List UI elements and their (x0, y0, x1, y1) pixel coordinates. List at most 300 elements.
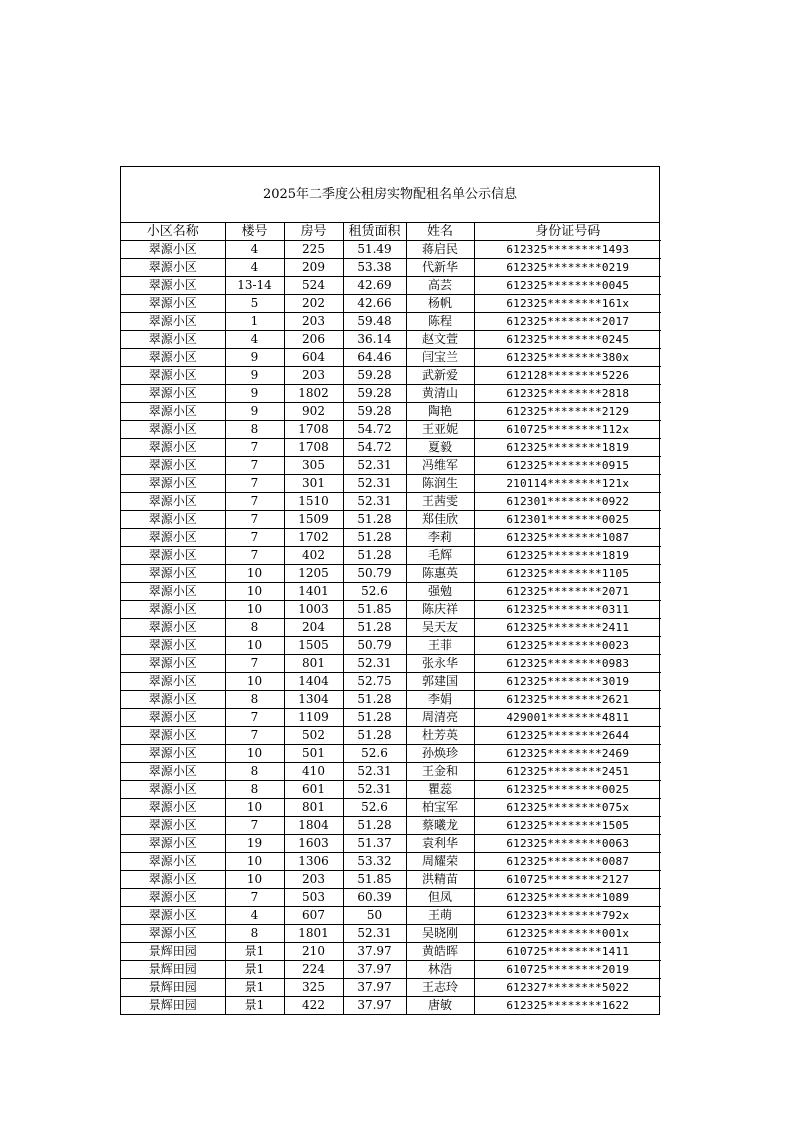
allocation-table (121, 223, 661, 1014)
area-cell: 59.28 (343, 403, 406, 421)
building-cell: 7 (225, 511, 284, 529)
name-cell: 陈庆祥 (406, 601, 474, 619)
id-number-cell: 612325********2451 (474, 763, 661, 781)
area-cell: 37.97 (343, 961, 406, 979)
table-row (121, 889, 661, 907)
community-cell: 翠源小区 (121, 259, 225, 277)
area-cell: 52.31 (343, 763, 406, 781)
name-cell: 王萌 (406, 907, 474, 925)
allocation-table-sheet (120, 166, 660, 1015)
building-cell: 10 (225, 583, 284, 601)
id-number-cell: 612325********380x (474, 349, 661, 367)
room-cell: 325 (284, 979, 343, 997)
table-row (121, 475, 661, 493)
table-row (121, 439, 661, 457)
id-number-cell: 612325********2621 (474, 691, 661, 709)
building-cell: 景1 (225, 979, 284, 997)
id-number-cell: 612325********1819 (474, 439, 661, 457)
community-cell: 翠源小区 (121, 835, 225, 853)
community-cell: 翠源小区 (121, 637, 225, 655)
area-cell: 53.38 (343, 259, 406, 277)
room-cell: 202 (284, 295, 343, 313)
table-row (121, 367, 661, 385)
building-cell: 13-14 (225, 277, 284, 295)
building-cell: 景1 (225, 961, 284, 979)
building-cell: 19 (225, 835, 284, 853)
name-cell: 周耀荣 (406, 853, 474, 871)
table-row (121, 493, 661, 511)
id-number-cell: 612325********3019 (474, 673, 661, 691)
name-cell: 孙焕珍 (406, 745, 474, 763)
area-cell: 52.31 (343, 781, 406, 799)
area-cell: 50.79 (343, 565, 406, 583)
id-number-cell: 612325********0063 (474, 835, 661, 853)
community-cell: 翠源小区 (121, 475, 225, 493)
name-cell: 林浩 (406, 961, 474, 979)
table-header-row (121, 223, 661, 241)
table-row (121, 529, 661, 547)
name-cell: 蔡曦龙 (406, 817, 474, 835)
column-header-community: 小区名称 (121, 223, 225, 241)
building-cell: 7 (225, 439, 284, 457)
area-cell: 52.75 (343, 673, 406, 691)
table-row (121, 295, 661, 313)
name-cell: 瞿蕊 (406, 781, 474, 799)
table-row (121, 763, 661, 781)
name-cell: 夏毅 (406, 439, 474, 457)
building-cell: 10 (225, 601, 284, 619)
area-cell: 52.6 (343, 583, 406, 601)
area-cell: 52.31 (343, 655, 406, 673)
table-row (121, 637, 661, 655)
name-cell: 王志玲 (406, 979, 474, 997)
building-cell: 7 (225, 457, 284, 475)
area-cell: 51.85 (343, 601, 406, 619)
community-cell: 翠源小区 (121, 691, 225, 709)
area-cell: 51.28 (343, 619, 406, 637)
table-row (121, 511, 661, 529)
area-cell: 51.28 (343, 817, 406, 835)
building-cell: 7 (225, 547, 284, 565)
name-cell: 王亚妮 (406, 421, 474, 439)
community-cell: 翠源小区 (121, 781, 225, 799)
table-row (121, 583, 661, 601)
building-cell: 8 (225, 925, 284, 943)
building-cell: 10 (225, 799, 284, 817)
community-cell: 翠源小区 (121, 619, 225, 637)
area-cell: 36.14 (343, 331, 406, 349)
building-cell: 9 (225, 403, 284, 421)
community-cell: 翠源小区 (121, 763, 225, 781)
table-row (121, 349, 661, 367)
area-cell: 51.85 (343, 871, 406, 889)
id-number-cell: 612325********0025 (474, 781, 661, 799)
area-cell: 51.28 (343, 511, 406, 529)
area-cell: 51.28 (343, 547, 406, 565)
column-header-name: 姓名 (406, 223, 474, 241)
table-row (121, 907, 661, 925)
room-cell: 305 (284, 457, 343, 475)
building-cell: 4 (225, 241, 284, 259)
id-number-cell: 612325********2129 (474, 403, 661, 421)
community-cell: 翠源小区 (121, 907, 225, 925)
name-cell: 唐敏 (406, 997, 474, 1015)
name-cell: 蒋启民 (406, 241, 474, 259)
table-row (121, 547, 661, 565)
room-cell: 801 (284, 799, 343, 817)
column-header-building: 楼号 (225, 223, 284, 241)
room-cell: 1603 (284, 835, 343, 853)
area-cell: 37.97 (343, 943, 406, 961)
room-cell: 402 (284, 547, 343, 565)
area-cell: 64.46 (343, 349, 406, 367)
community-cell: 翠源小区 (121, 295, 225, 313)
id-number-cell: 610725********2019 (474, 961, 661, 979)
name-cell: 周清亮 (406, 709, 474, 727)
community-cell: 翠源小区 (121, 457, 225, 475)
id-number-cell: 612325********1622 (474, 997, 661, 1015)
area-cell: 59.28 (343, 367, 406, 385)
area-cell: 50 (343, 907, 406, 925)
community-cell: 翠源小区 (121, 565, 225, 583)
id-number-cell: 612325********2411 (474, 619, 661, 637)
building-cell: 景1 (225, 997, 284, 1015)
room-cell: 503 (284, 889, 343, 907)
id-number-cell: 612325********1087 (474, 529, 661, 547)
room-cell: 1401 (284, 583, 343, 601)
room-cell: 1306 (284, 853, 343, 871)
table-row (121, 691, 661, 709)
table-row (121, 601, 661, 619)
community-cell: 翠源小区 (121, 799, 225, 817)
area-cell: 51.37 (343, 835, 406, 853)
area-cell: 54.72 (343, 421, 406, 439)
room-cell: 203 (284, 367, 343, 385)
building-cell: 景1 (225, 943, 284, 961)
community-cell: 翠源小区 (121, 889, 225, 907)
area-cell: 42.69 (343, 277, 406, 295)
column-header-area: 租赁面积 (343, 223, 406, 241)
table-row (121, 331, 661, 349)
room-cell: 206 (284, 331, 343, 349)
name-cell: 王茜雯 (406, 493, 474, 511)
community-cell: 景辉田园 (121, 997, 225, 1015)
table-row (121, 817, 661, 835)
community-cell: 翠源小区 (121, 601, 225, 619)
name-cell: 闫宝兰 (406, 349, 474, 367)
building-cell: 4 (225, 259, 284, 277)
building-cell: 7 (225, 817, 284, 835)
community-cell: 景辉田园 (121, 961, 225, 979)
name-cell: 高芸 (406, 277, 474, 295)
community-cell: 翠源小区 (121, 709, 225, 727)
area-cell: 52.31 (343, 925, 406, 943)
community-cell: 景辉田园 (121, 943, 225, 961)
room-cell: 1708 (284, 439, 343, 457)
room-cell: 604 (284, 349, 343, 367)
community-cell: 景辉田园 (121, 979, 225, 997)
id-number-cell: 612325********0311 (474, 601, 661, 619)
id-number-cell: 612325********0023 (474, 637, 661, 655)
community-cell: 翠源小区 (121, 727, 225, 745)
building-cell: 7 (225, 709, 284, 727)
area-cell: 52.31 (343, 457, 406, 475)
table-row (121, 943, 661, 961)
room-cell: 1802 (284, 385, 343, 403)
room-cell: 203 (284, 871, 343, 889)
community-cell: 翠源小区 (121, 817, 225, 835)
area-cell: 37.97 (343, 997, 406, 1015)
room-cell: 1509 (284, 511, 343, 529)
name-cell: 袁利华 (406, 835, 474, 853)
community-cell: 翠源小区 (121, 529, 225, 547)
building-cell: 10 (225, 745, 284, 763)
name-cell: 柏宝军 (406, 799, 474, 817)
building-cell: 9 (225, 367, 284, 385)
name-cell: 吴晓刚 (406, 925, 474, 943)
id-number-cell: 612325********0983 (474, 655, 661, 673)
room-cell: 601 (284, 781, 343, 799)
column-header-id-number: 身份证号码 (474, 223, 661, 241)
name-cell: 洪精苗 (406, 871, 474, 889)
building-cell: 7 (225, 655, 284, 673)
id-number-cell: 612323********792x (474, 907, 661, 925)
table-row (121, 421, 661, 439)
area-cell: 59.28 (343, 385, 406, 403)
table-row (121, 619, 661, 637)
building-cell: 9 (225, 349, 284, 367)
name-cell: 郑佳欣 (406, 511, 474, 529)
area-cell: 51.28 (343, 709, 406, 727)
table-row (121, 979, 661, 997)
area-cell: 51.28 (343, 529, 406, 547)
room-cell: 902 (284, 403, 343, 421)
column-header-room: 房号 (284, 223, 343, 241)
building-cell: 8 (225, 691, 284, 709)
room-cell: 209 (284, 259, 343, 277)
building-cell: 8 (225, 781, 284, 799)
id-number-cell: 612325********1505 (474, 817, 661, 835)
name-cell: 陈惠英 (406, 565, 474, 583)
id-number-cell: 612325********2071 (474, 583, 661, 601)
community-cell: 翠源小区 (121, 277, 225, 295)
id-number-cell: 610725********1411 (474, 943, 661, 961)
room-cell: 1505 (284, 637, 343, 655)
id-number-cell: 612301********0922 (474, 493, 661, 511)
community-cell: 翠源小区 (121, 349, 225, 367)
room-cell: 1205 (284, 565, 343, 583)
name-cell: 王金和 (406, 763, 474, 781)
name-cell: 李莉 (406, 529, 474, 547)
area-cell: 59.48 (343, 313, 406, 331)
id-number-cell: 612325********1089 (474, 889, 661, 907)
id-number-cell: 612325********0915 (474, 457, 661, 475)
community-cell: 翠源小区 (121, 385, 225, 403)
area-cell: 50.79 (343, 637, 406, 655)
area-cell: 51.28 (343, 691, 406, 709)
building-cell: 5 (225, 295, 284, 313)
area-cell: 52.31 (343, 475, 406, 493)
table-row (121, 277, 661, 295)
room-cell: 204 (284, 619, 343, 637)
id-number-cell: 210114********121x (474, 475, 661, 493)
room-cell: 210 (284, 943, 343, 961)
area-cell: 37.97 (343, 979, 406, 997)
table-row (121, 673, 661, 691)
table-row (121, 799, 661, 817)
id-number-cell: 610725********2127 (474, 871, 661, 889)
name-cell: 吴天友 (406, 619, 474, 637)
building-cell: 1 (225, 313, 284, 331)
community-cell: 翠源小区 (121, 511, 225, 529)
table-row (121, 781, 661, 799)
community-cell: 翠源小区 (121, 331, 225, 349)
community-cell: 翠源小区 (121, 871, 225, 889)
building-cell: 10 (225, 871, 284, 889)
room-cell: 1109 (284, 709, 343, 727)
id-number-cell: 612325********1819 (474, 547, 661, 565)
area-cell: 53.32 (343, 853, 406, 871)
community-cell: 翠源小区 (121, 673, 225, 691)
area-cell: 51.28 (343, 727, 406, 745)
building-cell: 8 (225, 421, 284, 439)
room-cell: 607 (284, 907, 343, 925)
room-cell: 410 (284, 763, 343, 781)
building-cell: 8 (225, 619, 284, 637)
room-cell: 501 (284, 745, 343, 763)
room-cell: 225 (284, 241, 343, 259)
id-number-cell: 612327********5022 (474, 979, 661, 997)
room-cell: 1003 (284, 601, 343, 619)
name-cell: 郭建国 (406, 673, 474, 691)
room-cell: 801 (284, 655, 343, 673)
table-row (121, 385, 661, 403)
table-row (121, 457, 661, 475)
name-cell: 黄皓晖 (406, 943, 474, 961)
community-cell: 翠源小区 (121, 547, 225, 565)
name-cell: 陈程 (406, 313, 474, 331)
name-cell: 陈润生 (406, 475, 474, 493)
room-cell: 1804 (284, 817, 343, 835)
community-cell: 翠源小区 (121, 655, 225, 673)
document-title: 2025年二季度公租房实物配租名单公示信息 (121, 167, 659, 223)
building-cell: 7 (225, 475, 284, 493)
table-row (121, 403, 661, 421)
name-cell: 武新爱 (406, 367, 474, 385)
table-row (121, 853, 661, 871)
room-cell: 224 (284, 961, 343, 979)
room-cell: 524 (284, 277, 343, 295)
building-cell: 10 (225, 565, 284, 583)
table-row (121, 241, 661, 259)
community-cell: 翠源小区 (121, 241, 225, 259)
table-row (121, 745, 661, 763)
community-cell: 翠源小区 (121, 403, 225, 421)
id-number-cell: 612325********0045 (474, 277, 661, 295)
building-cell: 9 (225, 385, 284, 403)
name-cell: 黄清山 (406, 385, 474, 403)
room-cell: 1702 (284, 529, 343, 547)
community-cell: 翠源小区 (121, 745, 225, 763)
table-row (121, 313, 661, 331)
id-number-cell: 429001********4811 (474, 709, 661, 727)
building-cell: 7 (225, 493, 284, 511)
id-number-cell: 612325********2017 (474, 313, 661, 331)
room-cell: 1708 (284, 421, 343, 439)
id-number-cell: 612325********2818 (474, 385, 661, 403)
id-number-cell: 612325********2469 (474, 745, 661, 763)
building-cell: 4 (225, 907, 284, 925)
name-cell: 强勉 (406, 583, 474, 601)
area-cell: 51.49 (343, 241, 406, 259)
community-cell: 翠源小区 (121, 367, 225, 385)
id-number-cell: 612325********001x (474, 925, 661, 943)
id-number-cell: 612325********161x (474, 295, 661, 313)
room-cell: 1801 (284, 925, 343, 943)
area-cell: 52.31 (343, 493, 406, 511)
name-cell: 赵文萱 (406, 331, 474, 349)
room-cell: 1404 (284, 673, 343, 691)
table-body (121, 241, 661, 1015)
room-cell: 422 (284, 997, 343, 1015)
community-cell: 翠源小区 (121, 421, 225, 439)
name-cell: 杜芳英 (406, 727, 474, 745)
name-cell: 代新华 (406, 259, 474, 277)
id-number-cell: 612325********2644 (474, 727, 661, 745)
room-cell: 1304 (284, 691, 343, 709)
area-cell: 60.39 (343, 889, 406, 907)
name-cell: 毛辉 (406, 547, 474, 565)
table-row (121, 655, 661, 673)
table-row (121, 871, 661, 889)
name-cell: 但凤 (406, 889, 474, 907)
id-number-cell: 612325********1105 (474, 565, 661, 583)
community-cell: 翠源小区 (121, 313, 225, 331)
id-number-cell: 610725********112x (474, 421, 661, 439)
name-cell: 陶艳 (406, 403, 474, 421)
building-cell: 7 (225, 727, 284, 745)
id-number-cell: 612325********075x (474, 799, 661, 817)
community-cell: 翠源小区 (121, 925, 225, 943)
area-cell: 42.66 (343, 295, 406, 313)
name-cell: 王菲 (406, 637, 474, 655)
building-cell: 7 (225, 529, 284, 547)
table-row (121, 925, 661, 943)
area-cell: 52.6 (343, 799, 406, 817)
id-number-cell: 612325********0219 (474, 259, 661, 277)
area-cell: 54.72 (343, 439, 406, 457)
room-cell: 1510 (284, 493, 343, 511)
id-number-cell: 612325********0245 (474, 331, 661, 349)
area-cell: 52.6 (343, 745, 406, 763)
name-cell: 杨帆 (406, 295, 474, 313)
building-cell: 8 (225, 763, 284, 781)
room-cell: 502 (284, 727, 343, 745)
id-number-cell: 612325********1493 (474, 241, 661, 259)
name-cell: 冯维军 (406, 457, 474, 475)
table-row (121, 709, 661, 727)
name-cell: 李娟 (406, 691, 474, 709)
id-number-cell: 612325********0087 (474, 853, 661, 871)
building-cell: 10 (225, 673, 284, 691)
name-cell: 张永华 (406, 655, 474, 673)
community-cell: 翠源小区 (121, 493, 225, 511)
table-row (121, 259, 661, 277)
id-number-cell: 612301********0025 (474, 511, 661, 529)
building-cell: 10 (225, 637, 284, 655)
id-number-cell: 612128********5226 (474, 367, 661, 385)
community-cell: 翠源小区 (121, 439, 225, 457)
